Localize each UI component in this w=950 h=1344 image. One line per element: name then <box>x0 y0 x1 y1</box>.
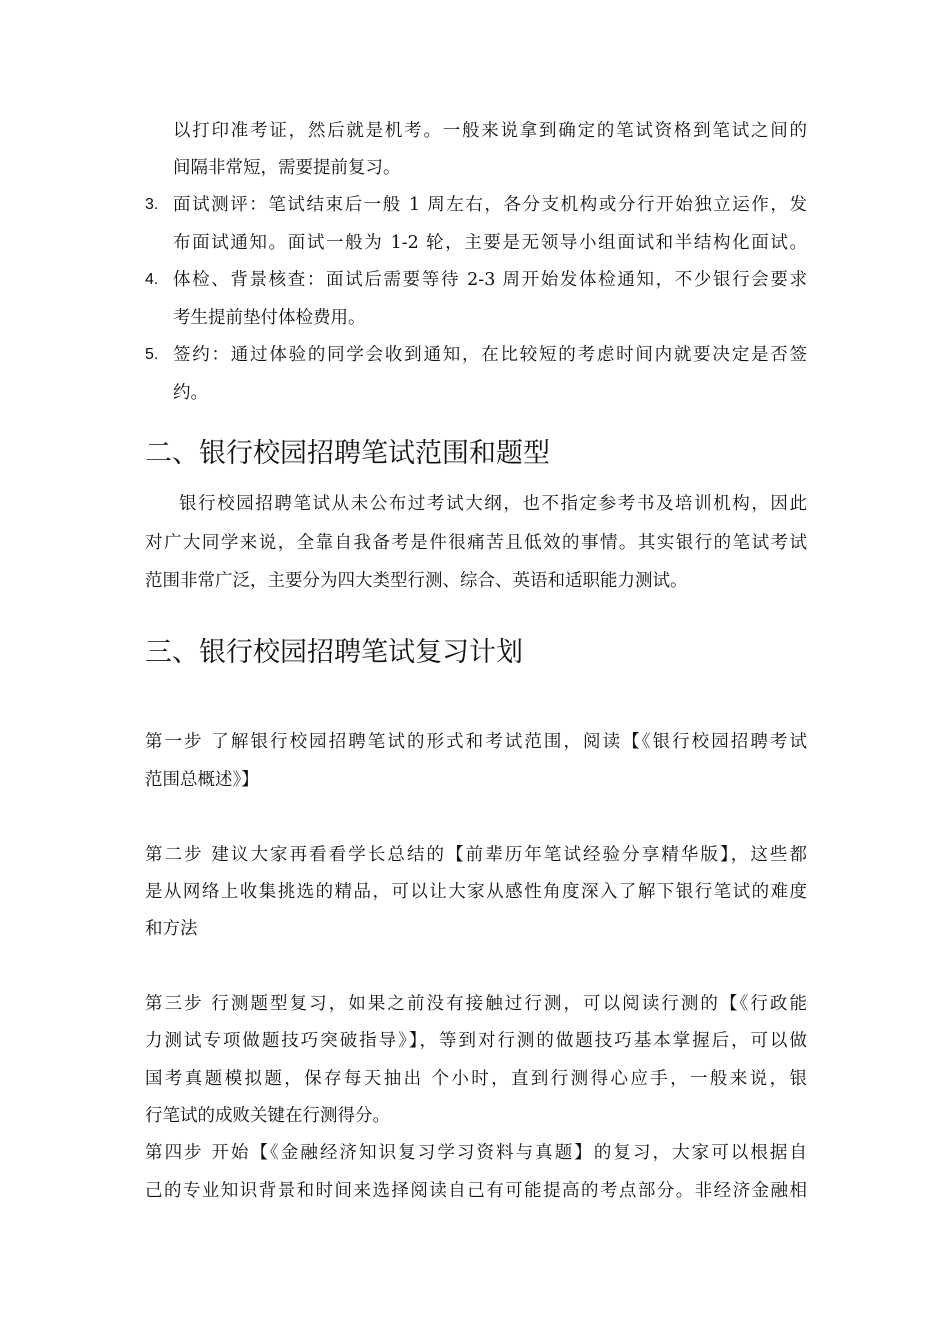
list-number: 4. <box>145 271 159 288</box>
step-line: 己的专业知识背景和时间来选择阅读自己有可能提高的考点部分。非经济金融相 <box>145 1181 807 1201</box>
paragraph-line: 对广大同学来说，全靠自我备考是件很痛苦且低效的事情。其实银行的笔试考试 <box>145 533 807 553</box>
list-item-line: 布面试通知。面试一般为 1-2 轮，主要是无领导小组面试和半结构化面试。 <box>173 233 807 253</box>
list-item-line: 约。 <box>173 383 208 403</box>
paragraph-line: 范围非常广泛，主要分为四大类型行测、综合、英语和适职能力测试。 <box>145 571 688 591</box>
list-item-line: 面试测评：笔试结束后一般 1 周左右，各分支机构或分行开始独立运作，发 <box>173 195 807 215</box>
paragraph-line: 银行校园招聘笔试从未公布过考试大纲，也不指定参考书及培训机构，因此 <box>179 494 807 514</box>
step-line: 和方法 <box>145 919 198 939</box>
step-line: 行笔试的成败关键在行测得分。 <box>145 1106 390 1126</box>
list-number: 5. <box>145 346 159 363</box>
step-line: 第三步 行测题型复习，如果之前没有接触过行测，可以阅读行测的【《行政能 <box>145 994 807 1014</box>
list-number: 3. <box>145 196 159 213</box>
paragraph-line: 间隔非常短，需要提前复习。 <box>173 158 401 178</box>
list-item-line: 签约：通过体验的同学会收到通知，在比较短的考虑时间内就要决定是否签 <box>173 345 807 365</box>
step-line: 是从网络上收集挑选的精品，可以让大家从感性角度深入了解下银行笔试的难度 <box>145 882 807 902</box>
section-heading: 二、银行校园招聘笔试范围和题型 <box>145 438 550 469</box>
list-item-line: 体检、背景核查：面试后需要等待 2-3 周开始发体检通知，不少银行会要求 <box>173 270 807 290</box>
step-line: 范围总概述》】 <box>145 770 259 790</box>
list-item-line: 考生提前垫付体检费用。 <box>173 308 366 328</box>
step-line: 第一步 了解银行校园招聘笔试的形式和考试范围，阅读【《银行校园招聘考试 <box>145 732 807 752</box>
step-line: 力测试专项做题技巧突破指导》】，等到对行测的做题技巧基本掌握后，可以做 <box>145 1031 807 1051</box>
section-heading: 三、银行校园招聘笔试复习计划 <box>145 637 523 668</box>
paragraph-line: 以打印准考证，然后就是机考。一般来说拿到确定的笔试资格到笔试之间的 <box>173 121 807 141</box>
step-line: 第四步 开始【《金融经济知识复习学习资料与真题】的复习，大家可以根据自 <box>145 1143 807 1163</box>
step-line: 国考真题模拟题，保存每天抽出 个小时，直到行测得心应手，一般来说，银 <box>145 1069 807 1089</box>
step-line: 第二步 建议大家再看看学长总结的【前辈历年笔试经验分享精华版】，这些都 <box>145 845 807 865</box>
